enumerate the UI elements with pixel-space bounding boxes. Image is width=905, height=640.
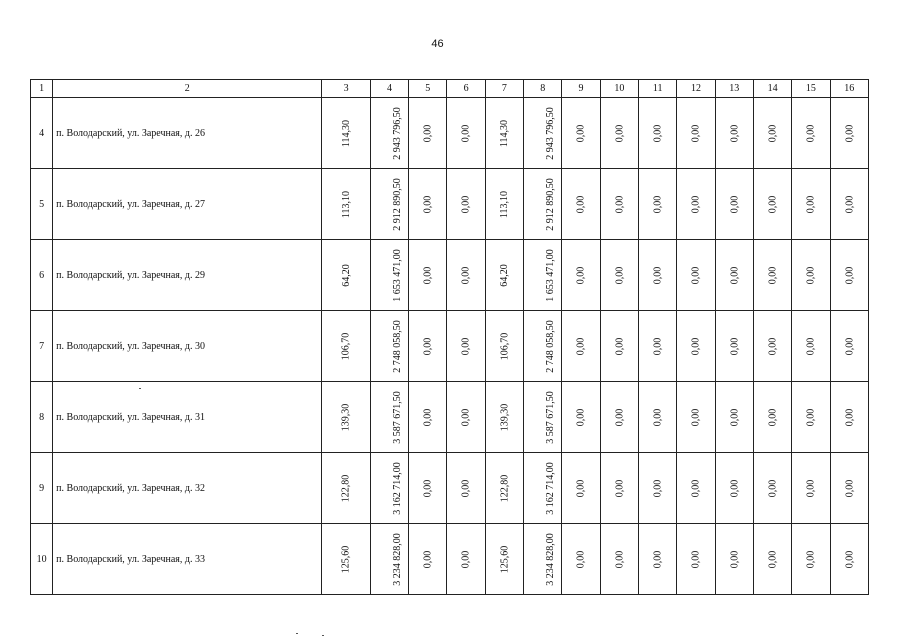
- value-cell-c15: [792, 240, 830, 311]
- value-text: 0,00: [652, 195, 664, 213]
- value-cell-c12: [677, 311, 715, 382]
- value-cell-c4: [370, 524, 408, 595]
- scan-speck: [139, 388, 141, 389]
- value-text: 0,00: [575, 195, 587, 213]
- value-text: 114,30: [498, 119, 510, 147]
- value-cell-c5: [409, 453, 447, 524]
- value-cell-c3: [322, 453, 370, 524]
- value-cell-c10: [600, 311, 638, 382]
- value-cell-c15: [792, 98, 830, 169]
- value-text: 0,00: [805, 408, 817, 426]
- value-cell-c14: [753, 382, 791, 453]
- value-cell-c15: [792, 169, 830, 240]
- value-cell-c6: [447, 382, 485, 453]
- value-cell-c12: [677, 453, 715, 524]
- value-text: 0,00: [805, 479, 817, 497]
- value-cell-c6: [447, 311, 485, 382]
- value-cell-c12: [677, 524, 715, 595]
- value-cell-c11: [638, 311, 676, 382]
- value-text: 0,00: [805, 550, 817, 568]
- value-text: 0,00: [652, 408, 664, 426]
- value-text: 0,00: [767, 550, 779, 568]
- value-cell-c9: [562, 240, 600, 311]
- value-cell-c3: [322, 524, 370, 595]
- value-cell-c7: [485, 453, 523, 524]
- value-cell-c10: [600, 382, 638, 453]
- scan-speck: [322, 635, 324, 636]
- column-header: 2: [53, 80, 322, 98]
- value-cell-c8: [524, 311, 562, 382]
- housing-table: [30, 79, 869, 595]
- value-cell-c7: [485, 169, 523, 240]
- value-cell-c11: [638, 98, 676, 169]
- value-cell-c12: [677, 169, 715, 240]
- value-text: 139,30: [340, 403, 352, 431]
- value-text: 0,00: [728, 195, 740, 213]
- value-text: 0,00: [575, 550, 587, 568]
- value-text: 0,00: [613, 124, 625, 142]
- value-cell-c16: [830, 382, 868, 453]
- value-text: 3 587 671,50: [391, 390, 403, 444]
- value-text: 0,00: [652, 124, 664, 142]
- column-header: 1: [31, 80, 53, 98]
- table-row: [31, 524, 869, 595]
- value-text: 1 653 471,00: [391, 248, 403, 302]
- value-text: 125,60: [498, 545, 510, 573]
- column-header: 11: [638, 80, 676, 98]
- value-text: 0,00: [690, 124, 702, 142]
- value-text: 0,00: [843, 408, 855, 426]
- value-text: 0,00: [575, 408, 587, 426]
- value-text: 0,00: [575, 479, 587, 497]
- value-text: 0,00: [422, 337, 434, 355]
- value-text: 139,30: [498, 403, 510, 431]
- value-cell-c12: [677, 240, 715, 311]
- value-text: 113,10: [498, 190, 510, 218]
- address-cell: п. Володарский, ул. Заречная, д. 33: [53, 524, 322, 595]
- column-header: 10: [600, 80, 638, 98]
- value-text: 0,00: [460, 266, 472, 284]
- value-text: 2 748 058,50: [391, 319, 403, 373]
- value-text: 106,70: [498, 332, 510, 360]
- value-text: 64,20: [340, 263, 352, 287]
- value-text: 0,00: [805, 124, 817, 142]
- value-cell-c9: [562, 169, 600, 240]
- value-cell-c6: [447, 453, 485, 524]
- page-number: 46: [431, 38, 444, 50]
- value-text: 0,00: [652, 337, 664, 355]
- value-cell-c3: [322, 311, 370, 382]
- value-text: 0,00: [613, 550, 625, 568]
- value-cell-c16: [830, 240, 868, 311]
- value-cell-c8: [524, 524, 562, 595]
- row-number: 10: [31, 524, 53, 595]
- value-text: 0,00: [690, 408, 702, 426]
- value-text: 0,00: [460, 550, 472, 568]
- value-cell-c5: [409, 240, 447, 311]
- value-cell-c13: [715, 524, 753, 595]
- value-cell-c14: [753, 311, 791, 382]
- value-cell-c16: [830, 453, 868, 524]
- value-cell-c9: [562, 382, 600, 453]
- value-text: 0,00: [843, 124, 855, 142]
- table-row: [31, 240, 869, 311]
- value-cell-c14: [753, 98, 791, 169]
- value-text: 0,00: [767, 266, 779, 284]
- value-cell-c13: [715, 453, 753, 524]
- value-text: 0,00: [805, 266, 817, 284]
- value-text: 0,00: [843, 550, 855, 568]
- value-text: 0,00: [460, 337, 472, 355]
- value-text: 0,00: [767, 337, 779, 355]
- value-text: 3 162 714,00: [544, 461, 556, 515]
- column-number-row: [31, 80, 869, 98]
- value-cell-c5: [409, 98, 447, 169]
- value-cell-c10: [600, 169, 638, 240]
- value-text: 1 653 471,00: [544, 248, 556, 302]
- value-cell-c13: [715, 240, 753, 311]
- column-header: 4: [370, 80, 408, 98]
- value-cell-c10: [600, 453, 638, 524]
- value-text: 0,00: [767, 195, 779, 213]
- value-cell-c3: [322, 98, 370, 169]
- value-cell-c10: [600, 240, 638, 311]
- value-text: 122,80: [340, 474, 352, 502]
- value-cell-c15: [792, 524, 830, 595]
- value-text: 0,00: [422, 550, 434, 568]
- value-cell-c4: [370, 169, 408, 240]
- value-cell-c4: [370, 240, 408, 311]
- value-text: 0,00: [728, 337, 740, 355]
- value-cell-c3: [322, 382, 370, 453]
- value-cell-c6: [447, 169, 485, 240]
- column-header: 16: [830, 80, 868, 98]
- column-header: 15: [792, 80, 830, 98]
- row-number: 9: [31, 453, 53, 524]
- value-text: 0,00: [728, 408, 740, 426]
- value-text: 0,00: [460, 479, 472, 497]
- value-text: 2 912 890,50: [544, 177, 556, 231]
- column-header: 3: [322, 80, 370, 98]
- value-cell-c8: [524, 240, 562, 311]
- table-row: [31, 169, 869, 240]
- value-text: 2 943 796,50: [544, 106, 556, 160]
- value-cell-c16: [830, 524, 868, 595]
- value-text: 2 748 058,50: [544, 319, 556, 373]
- value-text: 0,00: [728, 266, 740, 284]
- value-text: 0,00: [613, 266, 625, 284]
- value-text: 64,20: [498, 263, 510, 287]
- value-cell-c9: [562, 311, 600, 382]
- value-cell-c4: [370, 382, 408, 453]
- value-text: 0,00: [728, 550, 740, 568]
- value-text: 0,00: [767, 124, 779, 142]
- value-cell-c11: [638, 169, 676, 240]
- value-cell-c7: [485, 240, 523, 311]
- value-cell-c13: [715, 169, 753, 240]
- value-text: 2 912 890,50: [391, 177, 403, 231]
- value-cell-c13: [715, 98, 753, 169]
- value-text: 0,00: [690, 195, 702, 213]
- value-cell-c11: [638, 524, 676, 595]
- value-text: 0,00: [690, 479, 702, 497]
- value-text: 0,00: [690, 266, 702, 284]
- value-cell-c14: [753, 524, 791, 595]
- column-header: 14: [753, 80, 791, 98]
- value-text: 0,00: [767, 479, 779, 497]
- value-cell-c8: [524, 169, 562, 240]
- address-cell: п. Володарский, ул. Заречная, д. 27: [53, 169, 322, 240]
- value-text: 122,80: [498, 474, 510, 502]
- value-text: 0,00: [422, 195, 434, 213]
- value-cell-c9: [562, 98, 600, 169]
- table-row: [31, 98, 869, 169]
- value-cell-c9: [562, 453, 600, 524]
- value-text: 0,00: [613, 408, 625, 426]
- value-cell-c6: [447, 240, 485, 311]
- value-cell-c5: [409, 382, 447, 453]
- row-number: 5: [31, 169, 53, 240]
- value-cell-c11: [638, 382, 676, 453]
- value-cell-c14: [753, 169, 791, 240]
- value-text: 0,00: [460, 408, 472, 426]
- value-text: 0,00: [575, 266, 587, 284]
- value-cell-c5: [409, 169, 447, 240]
- value-cell-c8: [524, 382, 562, 453]
- column-header: 7: [485, 80, 523, 98]
- value-cell-c7: [485, 524, 523, 595]
- value-cell-c15: [792, 382, 830, 453]
- value-text: 0,00: [575, 124, 587, 142]
- value-text: 2 943 796,50: [391, 106, 403, 160]
- value-cell-c8: [524, 98, 562, 169]
- value-text: 0,00: [575, 337, 587, 355]
- value-cell-c10: [600, 524, 638, 595]
- value-text: 3 587 671,50: [544, 390, 556, 444]
- value-text: 3 234 828,00: [544, 532, 556, 586]
- value-cell-c6: [447, 98, 485, 169]
- value-text: 114,30: [340, 119, 352, 147]
- value-text: 0,00: [767, 408, 779, 426]
- row-number: 6: [31, 240, 53, 311]
- address-cell: п. Володарский, ул. Заречная, д. 32: [53, 453, 322, 524]
- value-text: 0,00: [843, 337, 855, 355]
- value-text: 3 234 828,00: [391, 532, 403, 586]
- value-cell-c5: [409, 524, 447, 595]
- value-cell-c7: [485, 311, 523, 382]
- value-text: 0,00: [843, 195, 855, 213]
- value-cell-c13: [715, 382, 753, 453]
- column-header: 8: [524, 80, 562, 98]
- column-header: 6: [447, 80, 485, 98]
- value-text: 0,00: [613, 337, 625, 355]
- value-text: 0,00: [805, 337, 817, 355]
- row-number: 7: [31, 311, 53, 382]
- value-cell-c4: [370, 98, 408, 169]
- row-number: 4: [31, 98, 53, 169]
- value-text: 0,00: [690, 550, 702, 568]
- value-text: 0,00: [460, 195, 472, 213]
- column-header: 9: [562, 80, 600, 98]
- value-text: 0,00: [690, 337, 702, 355]
- value-text: 0,00: [652, 550, 664, 568]
- value-text: 0,00: [805, 195, 817, 213]
- value-text: 0,00: [728, 479, 740, 497]
- value-cell-c3: [322, 169, 370, 240]
- value-cell-c12: [677, 98, 715, 169]
- value-cell-c16: [830, 98, 868, 169]
- address-cell: п. Володарский, ул. Заречная, д. 31: [53, 382, 322, 453]
- column-header: 5: [409, 80, 447, 98]
- value-text: 0,00: [652, 479, 664, 497]
- table-row: [31, 453, 869, 524]
- value-cell-c12: [677, 382, 715, 453]
- value-text: 0,00: [422, 124, 434, 142]
- value-cell-c5: [409, 311, 447, 382]
- value-text: 0,00: [843, 266, 855, 284]
- value-cell-c16: [830, 169, 868, 240]
- value-cell-c10: [600, 98, 638, 169]
- value-cell-c4: [370, 453, 408, 524]
- value-text: 0,00: [613, 195, 625, 213]
- value-text: 0,00: [422, 266, 434, 284]
- value-text: 0,00: [613, 479, 625, 497]
- value-text: 0,00: [843, 479, 855, 497]
- value-text: 0,00: [422, 479, 434, 497]
- value-text: 113,10: [340, 190, 352, 218]
- value-cell-c6: [447, 524, 485, 595]
- address-cell: п. Володарский, ул. Заречная, д. 30: [53, 311, 322, 382]
- value-text: 125,60: [340, 545, 352, 573]
- row-number: 8: [31, 382, 53, 453]
- value-cell-c4: [370, 311, 408, 382]
- value-text: 106,70: [340, 332, 352, 360]
- value-cell-c15: [792, 311, 830, 382]
- value-text: 3 162 714,00: [391, 461, 403, 515]
- value-text: 0,00: [652, 266, 664, 284]
- value-cell-c7: [485, 98, 523, 169]
- value-text: 0,00: [728, 124, 740, 142]
- address-cell: п. Володарский, ул. Заречная, д. 26: [53, 98, 322, 169]
- value-text: 0,00: [422, 408, 434, 426]
- value-cell-c13: [715, 311, 753, 382]
- value-cell-c16: [830, 311, 868, 382]
- value-text: 0,00: [460, 124, 472, 142]
- value-cell-c9: [562, 524, 600, 595]
- value-cell-c15: [792, 453, 830, 524]
- column-header: 13: [715, 80, 753, 98]
- value-cell-c8: [524, 453, 562, 524]
- value-cell-c7: [485, 382, 523, 453]
- column-header: 12: [677, 80, 715, 98]
- value-cell-c14: [753, 240, 791, 311]
- value-cell-c3: [322, 240, 370, 311]
- table-row: [31, 382, 869, 453]
- value-cell-c11: [638, 240, 676, 311]
- value-cell-c11: [638, 453, 676, 524]
- table-row: [31, 311, 869, 382]
- scan-speck: [296, 633, 298, 634]
- value-cell-c14: [753, 453, 791, 524]
- address-cell: п. Володарский, ул. Заречная, д. 29: [53, 240, 322, 311]
